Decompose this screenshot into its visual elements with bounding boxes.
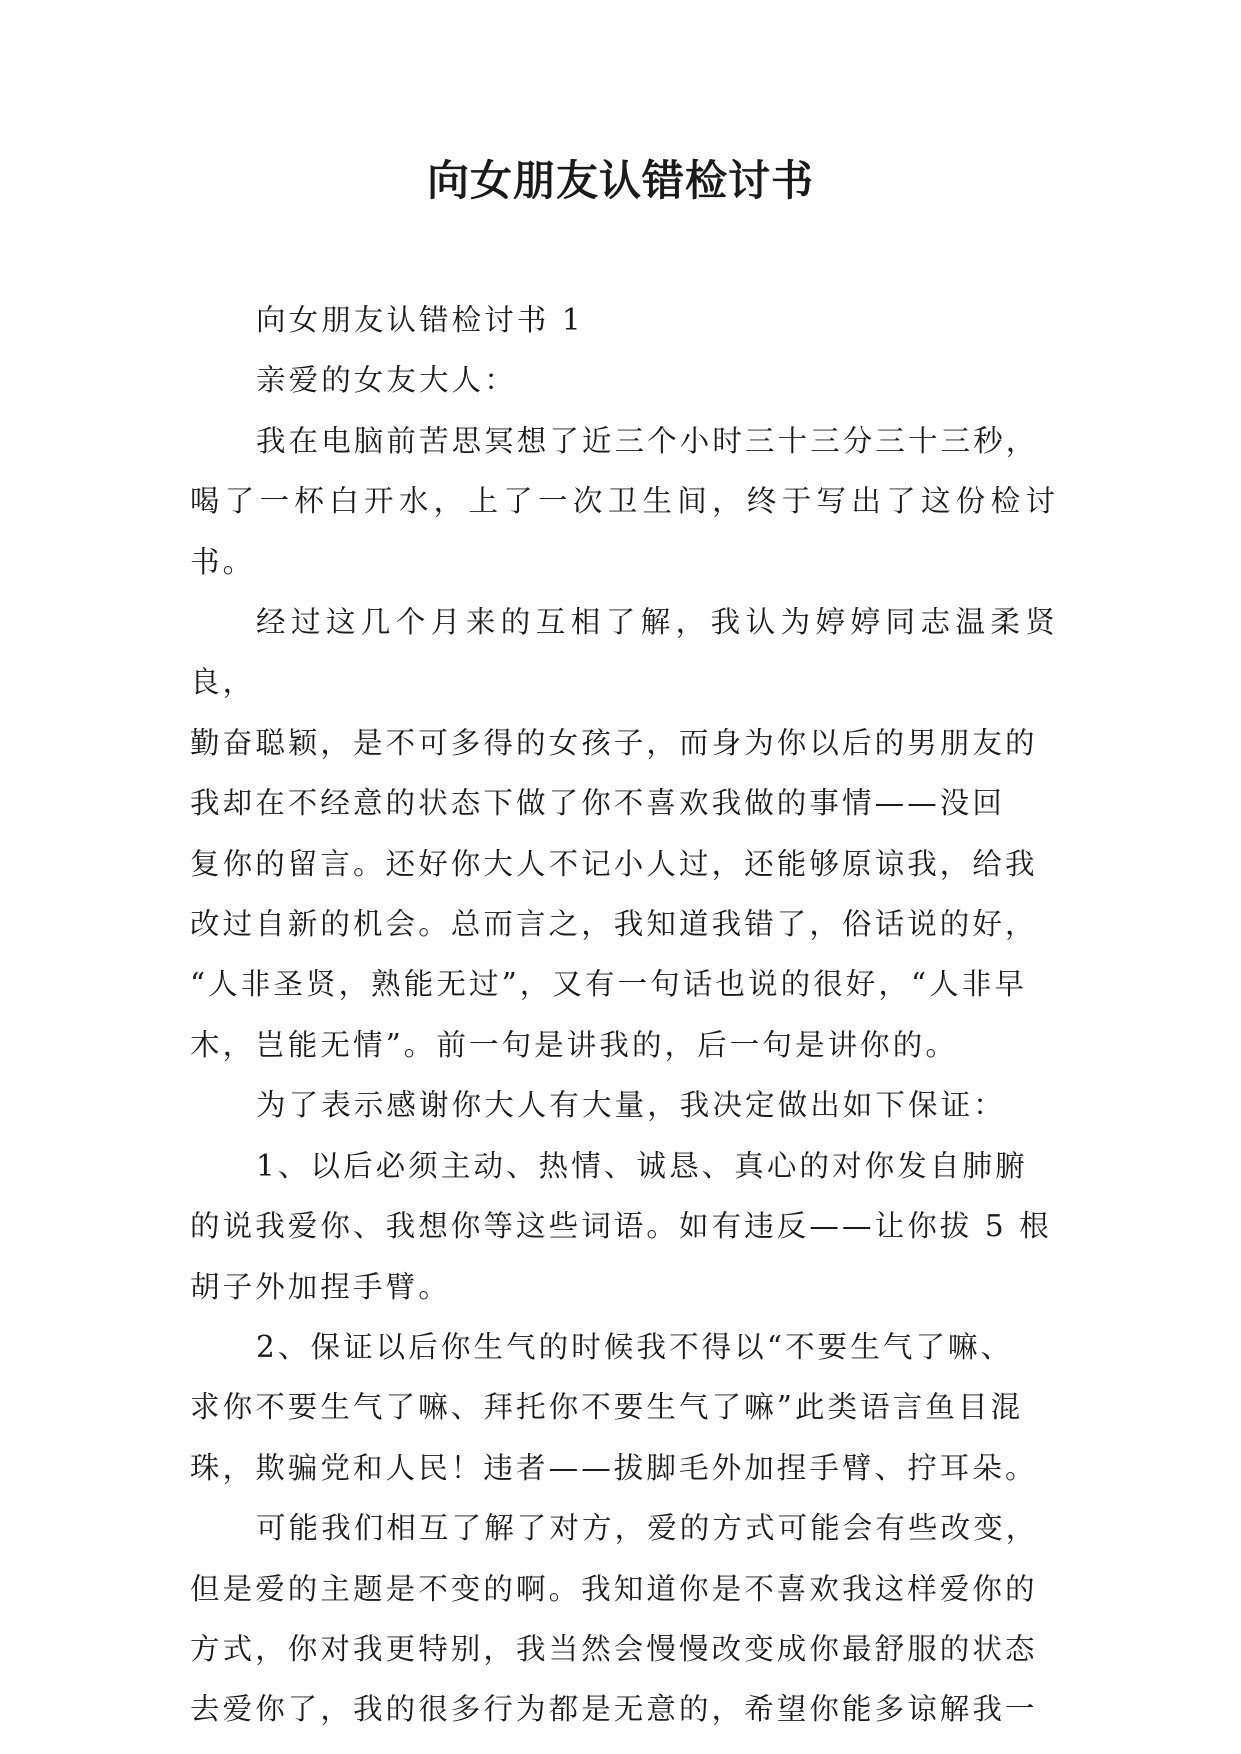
document-title: 向女朋友认错检讨书 [426, 156, 814, 205]
pledge-item-2: 2、保证以后你生气的时候我不得以“不要生气了嘛、 求你不要生气了嘛、拜托你不要生气了嘛”此类语言鱼目混 珠，欺骗党和人民！违者——拔脚毛外加捏手臂、拧耳朵。 [190, 1329, 1038, 1485]
pledge-item-1: 1、以后必须主动、热情、诚恳、真心的对你发自肺腑 的说我爱你、我想你等这些词语。如有违反——让你拔 5 根 胡子外加捏手臂。 [190, 1148, 1052, 1304]
document-body [190, 290, 1058, 1740]
paragraph-pledge-intro: 为了表示感谢你大人有大量，我决定做出如下保证： [256, 1088, 1006, 1123]
salutation: 亲爱的女友大人： [256, 363, 517, 398]
section-heading: 向女朋友认错检讨书 1 [256, 303, 584, 337]
paragraph-apology: 经过这几个月来的互相了解，我认为婷婷同志温柔贤良， 勤奋聪颖，是不可多得的女孩子，而身为你以后的男朋友的 我却在不经意的状态下做了你不喜欢我做的事情——没回 复你的留言。还好你大人不记小人过，还能够原谅我，给我 改过自新的机会。总而言之，我知道我错了，俗话说的好， “人非圣贤，熟能无过”，又有一句话也说的很好，“人非早 木，岂能无情”。前一句是讲我的，后一句是讲你的。 [190, 605, 1058, 1062]
paragraph-intro: 我在电脑前苦思冥想了近三个小时三十三分三十三秒， 喝了一杯白开水，上了一次卫生间，终于写出了这份检讨书。 [190, 423, 1058, 579]
paragraph-closing: 可能我们相互了解了对方，爱的方式可能会有些改变， 但是爱的主题是不变的啊。我知道你是不喜欢我这样爱你的 方式，你对我更特别，我当然会慢慢改变成你最舒服的状态 去爱你了，我的很多行为都是无意的，希望你能多谅解我一 [190, 1511, 1039, 1727]
